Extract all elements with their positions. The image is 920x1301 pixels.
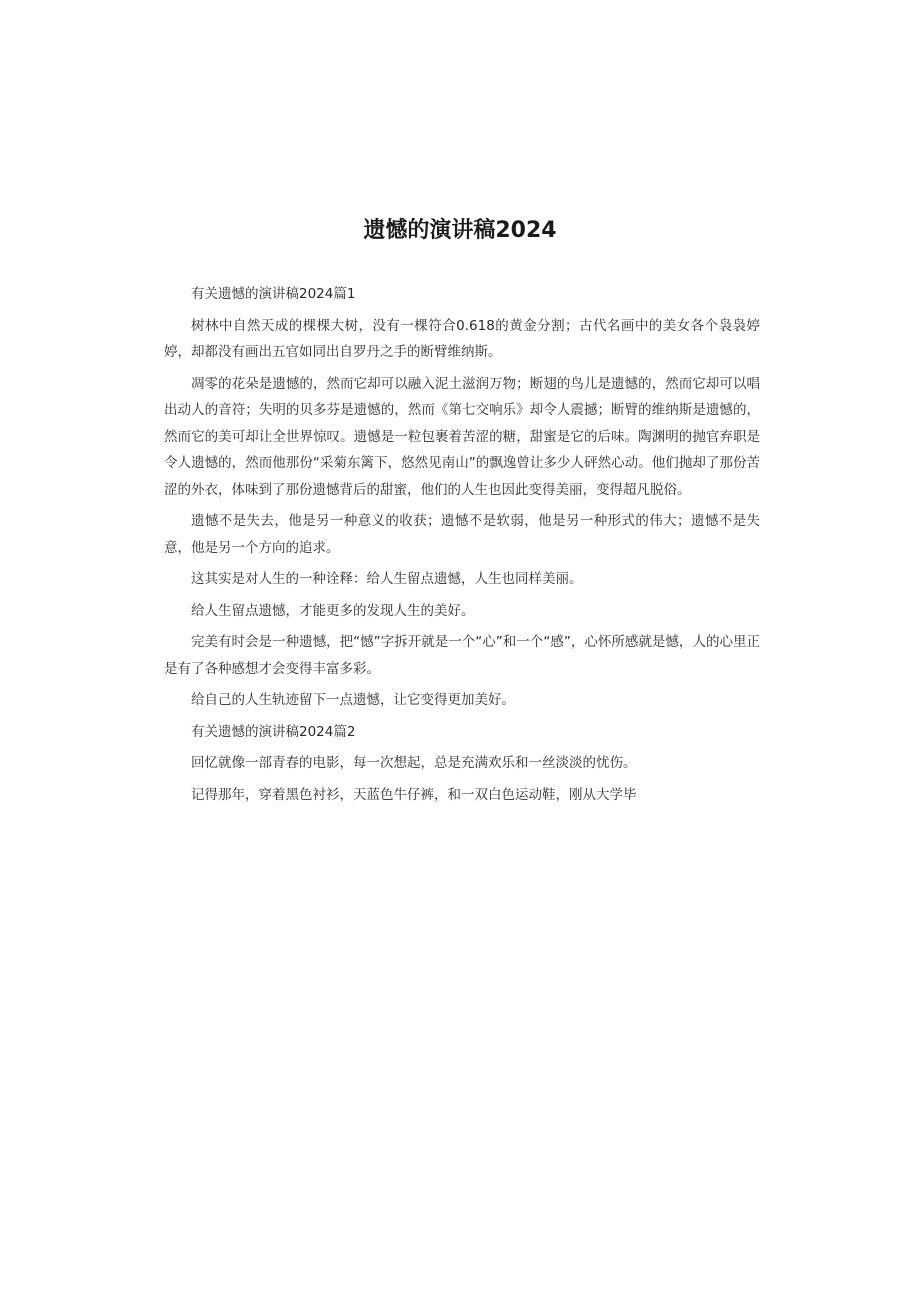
paragraph: 遗憾不是失去，他是另一种意义的收获；遗憾不是软弱，他是另一种形式的伟大；遗憾不是失意，他是另一个方向的追求。 [164,513,760,556]
paragraph: 回忆就像一部青春的电影，每一次想起，总是充满欢乐和一丝淡淡的忧伤。 [191,755,637,771]
paragraph: 树林中自然天成的棵棵大树，没有一棵符合0.618的黄金分割；古代名画中的美女各个袅袅婷婷，却都没有画出五官如同出自罗丹之手的断臂维纳斯。 [164,317,760,360]
section-heading-2: 有关遗憾的演讲稿2024篇2 [191,723,356,740]
paragraph: 给人生留点遗憾，才能更多的发现人生的美好。 [191,602,475,619]
paragraph: 凋零的花朵是遗憾的，然而它却可以融入泥土滋润万物；断翅的鸟儿是遗憾的，然而它却可以唱出动人的音符；失明的贝多芬是遗憾的，然而《第七交响乐》却令人震撼；断臂的维纳斯是遗憾的，然而它的美可却让全世界惊叹。遗憾是一粒包裹着苦涩的糖，甜蜜是它的后味。陶渊明的抛官弃职是令人遗憾的，然而他那份“采菊东篱下，悠然见南山”的飘逸曾让多少人砰然心动。他们抛却了那份苦涩的外衣，体味到了那份遗憾背后的甜蜜，他们的人生也因此变得美丽，变得超凡脱俗。 [164,375,760,498]
paragraph: 这其实是对人生的一种诠释：给人生留点遗憾，人生也同样美丽。 [191,571,583,587]
document-body [164,281,760,813]
paragraph: 给自己的人生轨迹留下一点遗憾，让它变得更加美好。 [191,692,515,708]
paragraph: 记得那年，穿着黑色衬衫，天蓝色牛仔裤，和一双白色运动鞋，刚从大学毕 [191,786,637,803]
paragraph: 完美有时会是一种遗憾，把“憾”字拆开就是一个“心”和一个“感”，心怀所感就是憾，人的心里正是有了各种感想才会变得丰富多彩。 [164,634,760,677]
section-heading-1: 有关遗憾的演讲稿2024篇1 [191,286,356,302]
document-title: 遗憾的演讲稿2024 [363,218,557,243]
